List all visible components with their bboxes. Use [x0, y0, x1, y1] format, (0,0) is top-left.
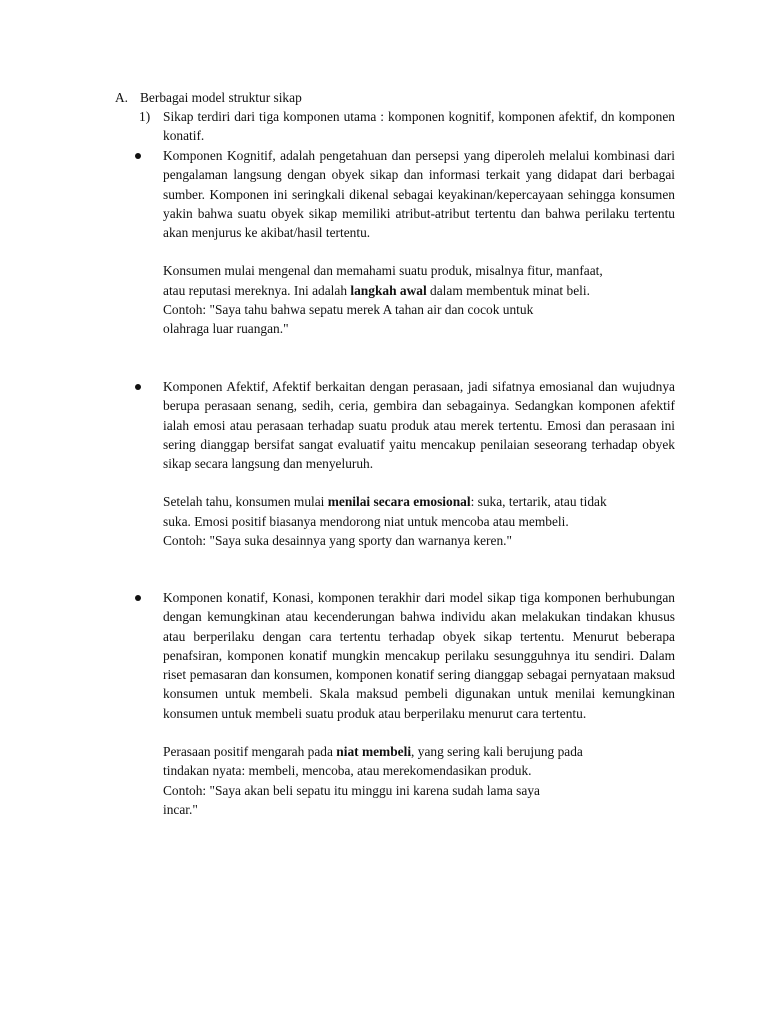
kognitif-paragraph-line-1: Konsumen mulai mengenal dan memahami suatu produk, misalnya fitur, manfaat,	[163, 263, 603, 279]
bullet-icon	[135, 384, 141, 390]
afektif-paragraph-line-2: suka. Emosi positif biasanya mendorong niat untuk mencoba atau membeli.	[163, 513, 569, 529]
text-run: atau reputasi mereknya. Ini adalah	[163, 282, 351, 298]
bullet-icon	[135, 153, 141, 159]
item-text: Sikap terdiri dari tiga komponen utama : komponen kognitif, komponen afektif, dn komponen konatif.	[163, 109, 675, 144]
kognitif-example-line-2: olahraga luar ruangan."	[163, 321, 289, 337]
bullet-konatif	[135, 588, 675, 819]
section-heading	[115, 88, 675, 107]
section-label: A.	[115, 90, 129, 105]
afektif-description: Komponen Afektif, Afektif berkaitan dengan perasaan, jadi sifatnya emosianal dan wujudnya berupa perasaan senang, sedih, ceria, gembira dan sebagainya. Sedangkan komponen afektif ialah emosi atau perasaan terhadap suatu produk atau merek tertentu. Emosi dan perasaan ini sering dianggap bersifat sangat evaluatif yaitu mencakup penilaian seseorang terhadap obyek sikap secara langsung dan menyeluruh.	[163, 379, 675, 472]
kognitif-example-line-1: Contoh: "Saya tahu bahwa sepatu merek A tahan air dan cocok untuk	[163, 302, 534, 318]
bullet-afektif	[135, 377, 675, 550]
konatif-description: Komponen konatif, Konasi, komponen terakhir dari model sikap tiga komponen berhubungan dengan kemungkinan atau kecenderungan bahwa individu akan melakukan tindakan khusus atau berperilaku dengan cara tertentu terhadap obyek sikap tertentu. Menurut beberapa penafsiran, komponen konatif mungkin mencakup perilaku sesungguhnya itu sendiri. Dalam riset pemasaran dan konsumen, komponen konatif sering dianggap sebagai pernyataan maksud konsumen untuk membeli. Skala maksud pembeli digunakan untuk menilai kemungkinan konsumen untuk membeli suatu produk atau berperilaku menurut cara tertentu.	[163, 590, 675, 721]
text-run: Setelah tahu, konsumen mulai	[163, 494, 328, 510]
kognitif-description: Komponen Kognitif, adalah pengetahuan dan persepsi yang diperoleh melalui kombinasi dari pengalaman langsung dengan obyek sikap dan informasi terkait yang didapat dari berbagai sumber. Komponen ini seringkali dikenal sebagai keyakinan/kepercayaan sehingga konsumen yakin bahwa suatu obyek sikap memiliki atribut-atribut tertentu dan bahwa perilaku tertentu akan menjurus ke akibat/hasil tertentu.	[163, 148, 675, 241]
emphasis-text: langkah awal	[350, 282, 427, 298]
afektif-example-line: Contoh: "Saya suka desainnya yang sporty dan warnanya keren."	[163, 533, 512, 549]
afektif-paragraph-line-1	[163, 492, 675, 511]
kognitif-paragraph-line-2	[163, 281, 675, 300]
emphasis-text: niat membeli	[336, 744, 412, 760]
konatif-paragraph-line-1	[163, 742, 675, 761]
konatif-example-line-2: incar."	[163, 801, 198, 817]
item-number: 1)	[139, 109, 151, 124]
bullet-kognitif	[135, 146, 675, 339]
text-run: , yang sering kali berujung pada	[411, 744, 583, 760]
emphasis-text: menilai secara emosional	[327, 494, 471, 510]
text-run: Perasaan positif mengarah pada	[163, 744, 337, 760]
text-run: dalam membentuk minat beli.	[426, 282, 590, 298]
konatif-paragraph-line-2: tindakan nyata: membeli, mencoba, atau merekomendasikan produk.	[163, 763, 532, 779]
section-title: Berbagai model struktur sikap	[140, 90, 302, 105]
text-run: : suka, tertarik, atau tidak	[470, 494, 607, 510]
numbered-item-1	[139, 107, 675, 146]
bullet-icon	[135, 595, 141, 601]
konatif-example-line-1: Contoh: "Saya akan beli sepatu itu minggu ini karena sudah lama saya	[163, 782, 540, 798]
